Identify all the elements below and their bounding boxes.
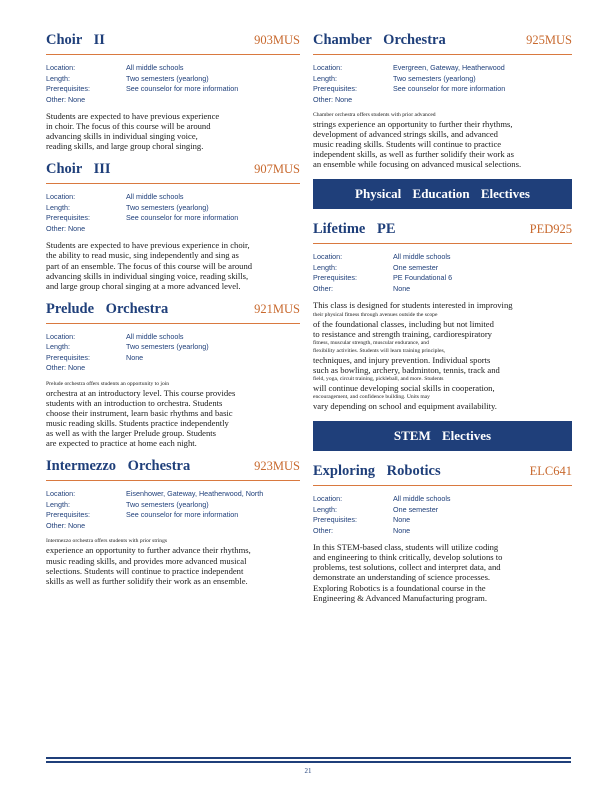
course-title: Chamber Orchestra: [313, 32, 446, 48]
info-value: None: [393, 525, 411, 535]
description-line: in choir. The focus of this course will be around: [46, 121, 211, 132]
course-prelude-orchestra: [46, 301, 300, 449]
course-code: 925MUS: [526, 33, 572, 47]
description-line: strings experience an opportunity to further their rhythms,: [313, 119, 513, 129]
description-line: demonstrate an understanding of science processes.: [313, 572, 491, 583]
info-value: [393, 95, 572, 106]
info-value: All middle schools: [393, 252, 451, 262]
description-line: vary depending on school and equipment availability.: [313, 401, 497, 412]
course-header: [46, 458, 300, 481]
course-description: [313, 300, 572, 411]
left-column: [46, 32, 300, 596]
description-line: selections. Students will continue to practice independent: [46, 565, 244, 576]
info-value: One semester: [393, 262, 439, 272]
course-intermezzo-orchestra: [46, 458, 300, 585]
course-info: [46, 332, 300, 374]
description-line: encouragement, and confidence building. Units may: [313, 394, 430, 401]
description-line: their physical fitness through avenues outside the scope: [313, 311, 438, 318]
course-header: [46, 161, 300, 184]
info-label: Location:: [313, 494, 343, 504]
description-line: advancing skills in individual singing voice, reading skills,: [46, 270, 249, 281]
description-line: techniques, and injury prevention. Individual sports: [313, 354, 491, 365]
course-title: Choir III: [46, 161, 111, 178]
description-line: Chamber orchestra offers students with prior advanced: [313, 112, 436, 118]
info-value: See counselor for more information: [393, 84, 506, 93]
description-line: experience an opportunity to further advance their rhythms,: [46, 545, 251, 556]
info-value: Two semesters (yearlong): [126, 202, 209, 212]
course-info: [313, 252, 572, 294]
description-line: Engineering & Advanced Manufacturing program.: [313, 592, 487, 603]
course-title: Lifetime PE: [313, 221, 396, 238]
info-label: Other: None: [46, 94, 86, 104]
description-line: of the foundational classes, including but not limited: [313, 318, 494, 329]
course-info: [313, 63, 572, 105]
info-label: Other: None: [46, 223, 86, 233]
course-code: ELC641: [529, 464, 572, 479]
description-line: advancing skills in individual singing voice,: [46, 131, 198, 142]
info-value: See counselor for more information: [126, 213, 239, 223]
course-code: PED925: [529, 222, 572, 237]
description-line: choose their instrument, learn basic rhythms and basic: [46, 408, 233, 419]
course-header: [313, 221, 572, 244]
info-value: Two semesters (yearlong): [126, 342, 209, 352]
course-exploring-robotics: [313, 463, 572, 603]
footer-rule-bottom: [46, 761, 571, 763]
course-header: [46, 32, 300, 55]
description-line: In this STEM-based class, students will utilize coding: [313, 542, 499, 553]
course-info: [313, 494, 572, 536]
description-line: such as bowling, archery, badminton, tennis, track and: [313, 364, 500, 375]
description-line: orchestra at an introductory level. This course provides: [46, 387, 236, 398]
course-title: Exploring Robotics: [313, 463, 441, 480]
course-header: [313, 463, 572, 486]
info-label: Prerequisites:: [46, 84, 90, 93]
info-value: Evergreen, Gateway, Heatherwood: [393, 63, 505, 72]
page-number: 21: [304, 767, 312, 775]
info-label: Prerequisites:: [46, 352, 90, 362]
info-label: Location:: [46, 331, 76, 341]
description-line: the ability to read music, sing independently and sing as: [46, 250, 239, 261]
description-line: Students are expected to have previous experience: [46, 111, 220, 121]
description-line: students with an introduction to orchestra. Students: [46, 397, 223, 408]
info-label: Prerequisites:: [46, 510, 90, 520]
info-value: Two semesters (yearlong): [126, 499, 209, 509]
description-line: reading skills, and large group choral singing.: [46, 141, 204, 152]
info-label: Length:: [313, 262, 337, 272]
info-label: Other: None: [46, 520, 86, 530]
course-choir-iii: [46, 161, 300, 290]
course-description: [313, 542, 572, 603]
info-value: None: [126, 352, 144, 362]
description-line: music reading skills. Students practice independently: [46, 418, 229, 429]
course-title: Choir II: [46, 32, 105, 48]
course-description: [46, 111, 300, 151]
course-description: [46, 380, 300, 449]
description-line: Students are expected to have previous experience in choir,: [46, 240, 250, 251]
info-label: Location:: [313, 252, 343, 262]
info-label: Length:: [313, 504, 337, 514]
info-value: [126, 224, 300, 235]
info-label: Length:: [313, 73, 337, 83]
course-info: [46, 489, 300, 531]
info-value: PE Foundational 6: [393, 273, 453, 283]
course-info: [46, 63, 300, 105]
info-label: Length:: [46, 499, 70, 509]
description-line: field, yoga, circuit training, pickleball, and more. Students: [313, 375, 444, 382]
right-column: [313, 32, 572, 613]
description-line: independent skills, as well as further solidify their work as: [313, 149, 514, 160]
info-label: Location:: [313, 63, 343, 72]
info-value: See counselor for more information: [126, 84, 239, 93]
course-description: [313, 111, 572, 169]
course-code: 907MUS: [254, 162, 300, 177]
info-value: See counselor for more information: [126, 510, 239, 520]
description-line: skills as well as further solidify their work as an ensemble.: [46, 575, 248, 586]
course-code: 923MUS: [254, 459, 300, 474]
info-label: Other:: [313, 283, 333, 293]
description-line: Prelude orchestra offers students an opportunity to join: [46, 380, 170, 387]
description-line: to resistance and strength training, cardiorespiratory: [313, 328, 492, 339]
info-value: [126, 363, 300, 374]
course-info: [46, 192, 300, 234]
info-value: [126, 521, 300, 532]
course-code: 921MUS: [254, 301, 300, 316]
description-line: development of advanced strings skills, and advanced: [313, 129, 498, 140]
course-description: [46, 537, 300, 585]
info-value: Eisenhower, Gateway, Heatherwood, North: [126, 489, 264, 499]
course-description: [46, 240, 300, 290]
info-label: Prerequisites:: [313, 84, 357, 93]
info-label: Other: None: [46, 363, 86, 373]
description-line: problems, test solutions, collect and interpret data, and: [313, 562, 501, 573]
info-label: Prerequisites:: [313, 515, 357, 525]
info-label: Location:: [46, 63, 76, 72]
info-value: None: [393, 515, 411, 525]
info-label: Location:: [46, 192, 76, 202]
info-value: One semester: [393, 504, 439, 514]
info-label: Other:: [313, 525, 333, 535]
description-line: flexibility activities. Students will learn training principles,: [313, 347, 446, 354]
info-label: Length:: [46, 202, 70, 212]
info-value: All middle schools: [126, 192, 184, 202]
course-lifetime-pe: [313, 221, 572, 411]
course-header: [313, 32, 572, 55]
description-line: part of an ensemble. The focus of this course will be around: [46, 260, 253, 271]
section-banner-physical-education: Physical Education Electives: [313, 179, 572, 209]
info-value: All middle schools: [393, 494, 451, 504]
info-value: Two semesters (yearlong): [393, 73, 476, 83]
description-line: as well as with the larger Prelude group. Students: [46, 428, 217, 439]
course-title: Intermezzo Orchestra: [46, 458, 191, 475]
description-line: Exploring Robotics is a foundational course in the: [313, 582, 486, 593]
info-value: All middle schools: [126, 331, 184, 341]
info-label: Other: None: [313, 94, 353, 104]
description-line: are expected to practice at home each night.: [46, 438, 197, 449]
description-line: fitness, muscular strength, muscular endurance, and: [313, 339, 429, 346]
course-code: 903MUS: [254, 33, 300, 47]
description-line: an ensemble while focusing on advanced musical selections.: [313, 159, 522, 170]
info-label: Prerequisites:: [46, 213, 90, 223]
footer-rule-top: [46, 757, 571, 759]
course-chamber-orchestra: [313, 32, 572, 169]
section-banner-stem: STEM Electives: [313, 421, 572, 451]
info-value: None: [393, 283, 411, 293]
info-value: All middle schools: [126, 63, 184, 72]
info-value: [126, 95, 300, 106]
description-line: Intermezzo orchestra offers students with prior strings: [46, 538, 168, 545]
description-line: music reading skills, and provides more advanced musical: [46, 555, 247, 566]
description-line: This class is designed for students interested in improving: [313, 300, 513, 311]
info-value: Two semesters (yearlong): [126, 73, 209, 83]
info-label: Location:: [46, 489, 76, 499]
info-label: Prerequisites:: [313, 273, 357, 283]
description-line: music reading skills. Students will continue to practice: [313, 139, 502, 150]
course-choir-ii: [46, 32, 300, 151]
description-line: and large group choral singing at a more advanced level.: [46, 280, 241, 291]
course-title: Prelude Orchestra: [46, 300, 169, 317]
course-header: [46, 301, 300, 324]
description-line: and engineering to think critically, develop solutions to: [313, 552, 503, 563]
description-line: will continue developing social skills in cooperation,: [313, 382, 495, 393]
info-label: Length:: [46, 342, 70, 352]
info-label: Length:: [46, 73, 70, 83]
